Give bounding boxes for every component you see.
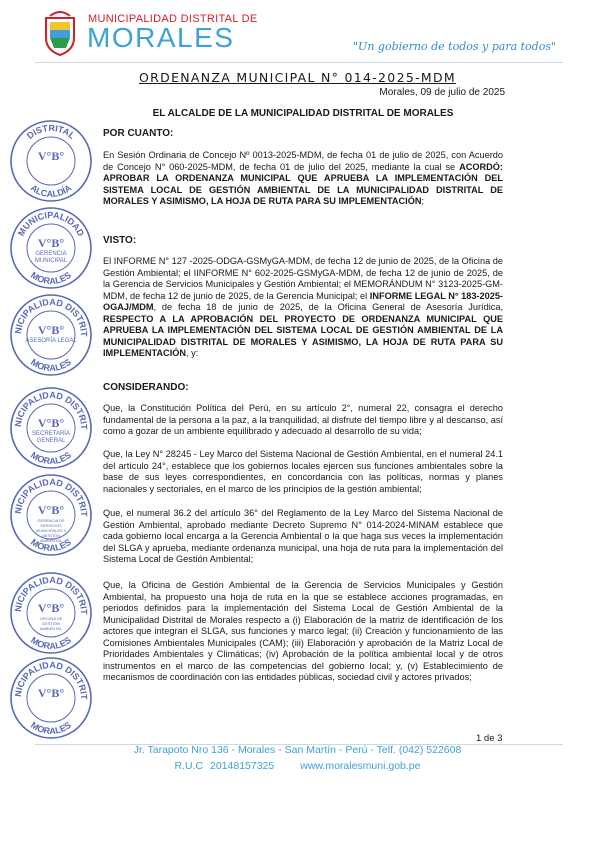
stamp-office-text: GESTIÓN (41, 533, 61, 538)
stamp-vobo-text: V°B° (37, 149, 65, 163)
stamp-bottom-text: MORALES (29, 536, 73, 554)
considerando-paragraph-4: Que, la Oficina de Gestión Ambiental de la Gerencia de Servicios Municipales y Gestión Ambiental, ha propuesto una hoja de ruta en la que se establece acciones programadas, en periodos definidos para la implementación del Sistema Local de Gestión Ambiental de la Municipalidad Distrital de Morales respecto a (i) Elaboración de la matriz de identificación de los actores que integran el SLGA, sus funciones y marco legal; (ii) Creación y funcionamiento de las Comisiones Ambientales Municipales (CAM); (iii) Elaboración y aprobación de la Matriz Local de Prioridades Ambientales y Climáticas; (iv) Aprobación de la política ambiental local y de otros instrumentos en el marco de las competencias del gobierno local; y, (v) Establecimiento de mecanismos de coordinación con las entidades públicas, sociedad civil y actores privados; (103, 580, 503, 682)
stamp-vobo-text: V°B° (37, 323, 65, 337)
stamp-top-text: DISTRITAL (24, 122, 78, 142)
footer-contact (0, 760, 595, 772)
considerando-heading: CONSIDERANDO: (103, 382, 189, 393)
stamp-vobo-text: V°B° (37, 416, 65, 430)
page-number: 1 de 3 (476, 733, 503, 744)
stamp-office-text: OFICINA DE (39, 616, 63, 621)
stamp-vobo-text: V°B° (37, 686, 65, 700)
approval-stamp (8, 118, 94, 204)
stamp-top-text: NICIPALIDAD DISTRIT (12, 476, 90, 517)
footer-address: Jr. Tarapoto Nro 136 - Morales - San Martín - Perú - Telf. (042) 522608 (133, 744, 462, 756)
slogan: "Un gobierno de todos y para todos" (353, 40, 557, 53)
stamp-office-text: MUNICIPALES Y (35, 528, 67, 533)
stamp-bottom-text: MORALES (29, 449, 73, 467)
stamp-bottom-text: ALCALDÍA (28, 182, 74, 200)
stamp-office-text: SECRETARÍA (32, 431, 70, 437)
stamp-office-text: GENERAL (36, 438, 66, 444)
considerando-paragraph-3: Que, el numeral 36.2 del artículo 36° del Reglamento de la Ley Marco del Sistema Nacional de Gestión Ambiental, aprobado mediante Decreto Supremo N° 014-2024-MINAM establece que cada gobierno local encarga a la Gerencia Ambiental o la que haga sus veces la implementación del SLGA y aprueba, mediante ordenanza municipal, una hoja de ruta para la implementación del Sistema Local de Gestión Ambiental; (103, 508, 503, 564)
stamp-office-text: GESTIÓN (41, 621, 61, 626)
stamp-vobo-text: V°B° (37, 236, 65, 250)
considerando-paragraph-2: Que, la Ley N° 28245 - Ley Marco del Sistema Nacional de Gestión Ambiental, en el numeral 24.1 del artículo 24°, establece que los gobiernos locales ejercen sus funciones ambientales sobre la base de sus leyes correspondientes, en concordancia con las políticas, normas y planes nacionales y sectoriales, en el marco de los principios de la gestión ambiental; (103, 449, 503, 494)
stamp-top-text: NICIPALIDAD DISTRIT (12, 296, 90, 337)
stamp-top-text: MUNICIPALIDAD (15, 209, 87, 238)
approval-stamp (8, 472, 94, 558)
authority-heading: EL ALCALDE DE LA MUNICIPALIDAD DISTRITAL DE MORALES (152, 108, 454, 119)
stamp-top-text: NICIPALIDAD DISTRIT (12, 389, 90, 430)
approval-stamp (8, 655, 94, 741)
municipal-crest-logo (42, 10, 78, 56)
org-name-small: MUNICIPALIDAD DISTRITAL DE (88, 13, 258, 25)
footer-website[interactable]: www.moralesmuni.gob.pe (300, 760, 421, 772)
header-divider (35, 62, 563, 63)
stamp-bottom-text: MORALES (29, 356, 73, 374)
approval-stamp (8, 205, 94, 291)
approval-stamp (8, 570, 94, 656)
stamp-vobo-text: V°B° (37, 503, 65, 517)
stamp-office-text: ASESORÍA LEGAL (25, 338, 77, 344)
stamp-office-text: GERENCIA DE (37, 518, 65, 523)
date-line: Morales, 09 de julio de 2025 (379, 87, 505, 98)
footer-ruc: R.U.C 20148157325 (174, 760, 275, 772)
por-cuanto-paragraph: En Sesión Ordinaria de Concejo Nº 0013-2025-MDM, de fecha 01 de julio de 2025, con Acuerdo de Concejo N° 060-2025-MDM, de fecha 01 de julio del 2025, mediante la cual se ACORDÓ: APROBAR LA ORDENANZA MUNICIPAL QUE APRUEBA LA IMPLEMENTACIÓN DEL SISTEMA LOCAL DE GESTIÓN AMBIENTAL DE LA MUNICIPALIDAD DISTRITAL DE MORALES Y ASIMISMO, LA HOJA DE RUTA PARA SU IMPLEMENTACIÓN; (103, 150, 503, 206)
org-name-big: MORALES (87, 22, 235, 53)
approval-stamp (8, 385, 94, 471)
stamp-office-text: AMBIENTAL (39, 626, 63, 631)
stamp-top-text: NICIPALIDAD DISTRIT (12, 574, 90, 615)
stamp-office-text: AMBIENTAL (39, 538, 63, 543)
stamp-vobo-text: V°B° (37, 601, 65, 615)
stamp-bottom-text: MORALES (29, 269, 73, 287)
stamp-top-text: NICIPALIDAD DISTRIT (12, 659, 90, 700)
considerando-paragraph-1: Que, la Constitución Política del Perú, en su artículo 2°, numeral 22, consagra el derecho fundamental de la persona a la paz, a la tranquilidad, al disfrute del tiempo libre y al descanso, así como a gozar de un ambiente equilibrado y adecuado al desarrollo de su vida; (103, 403, 503, 436)
ordinance-title: ORDENANZA MUNICIPAL N° 014-2025-MDM (139, 70, 456, 85)
visto-heading: VISTO: (103, 235, 137, 246)
visto-paragraph: El INFORME N° 127 -2025-ODGA-GSMyGA-MDM, de fecha 12 de junio de 2025, de la Oficina de Gestión Ambiental; el IINFORME N° 602-2025-GSMyGA-MDM, de fecha 12 de junio de 2025, de la Gerencia de Servicios Municipales y Gestión Ambiental; el MEMORÁNDUM N° 3123-2025-GM-MDM, de fecha 12 de junio de 2025, de la Gerencia Municipal; el INFORME LEGAL N° 183-2025-OGAJ/MDM, de fecha 18 de junio de 2025, de la Oficina General de Asesoría Jurídica, RESPECTO A LA APROBACIÓN DEL PROYECTO DE ORDENANZA MUNICIPAL QUE APRUEBA LA IMPLEMENTACIÓN DEL SISTEMA LOCAL DE GESTIÓN AMBIENTAL DE LA MUNICIPALIDAD DISTRITAL DE MORALES Y ASIMISMO, LA HOJA DE RUTA PARA SU IMPLEMENTACIÓN, y: (103, 256, 503, 358)
stamp-office-text: GERENCIA (35, 251, 67, 257)
stamp-bottom-text: MORALES (29, 634, 73, 652)
stamp-bottom-text: MORALES (29, 719, 73, 737)
stamp-office-text: SERVICIOS (40, 523, 62, 528)
por-cuanto-heading: POR CUANTO: (103, 128, 174, 139)
approval-stamp (8, 292, 94, 378)
stamp-office-text: MUNICIPAL (34, 258, 68, 264)
